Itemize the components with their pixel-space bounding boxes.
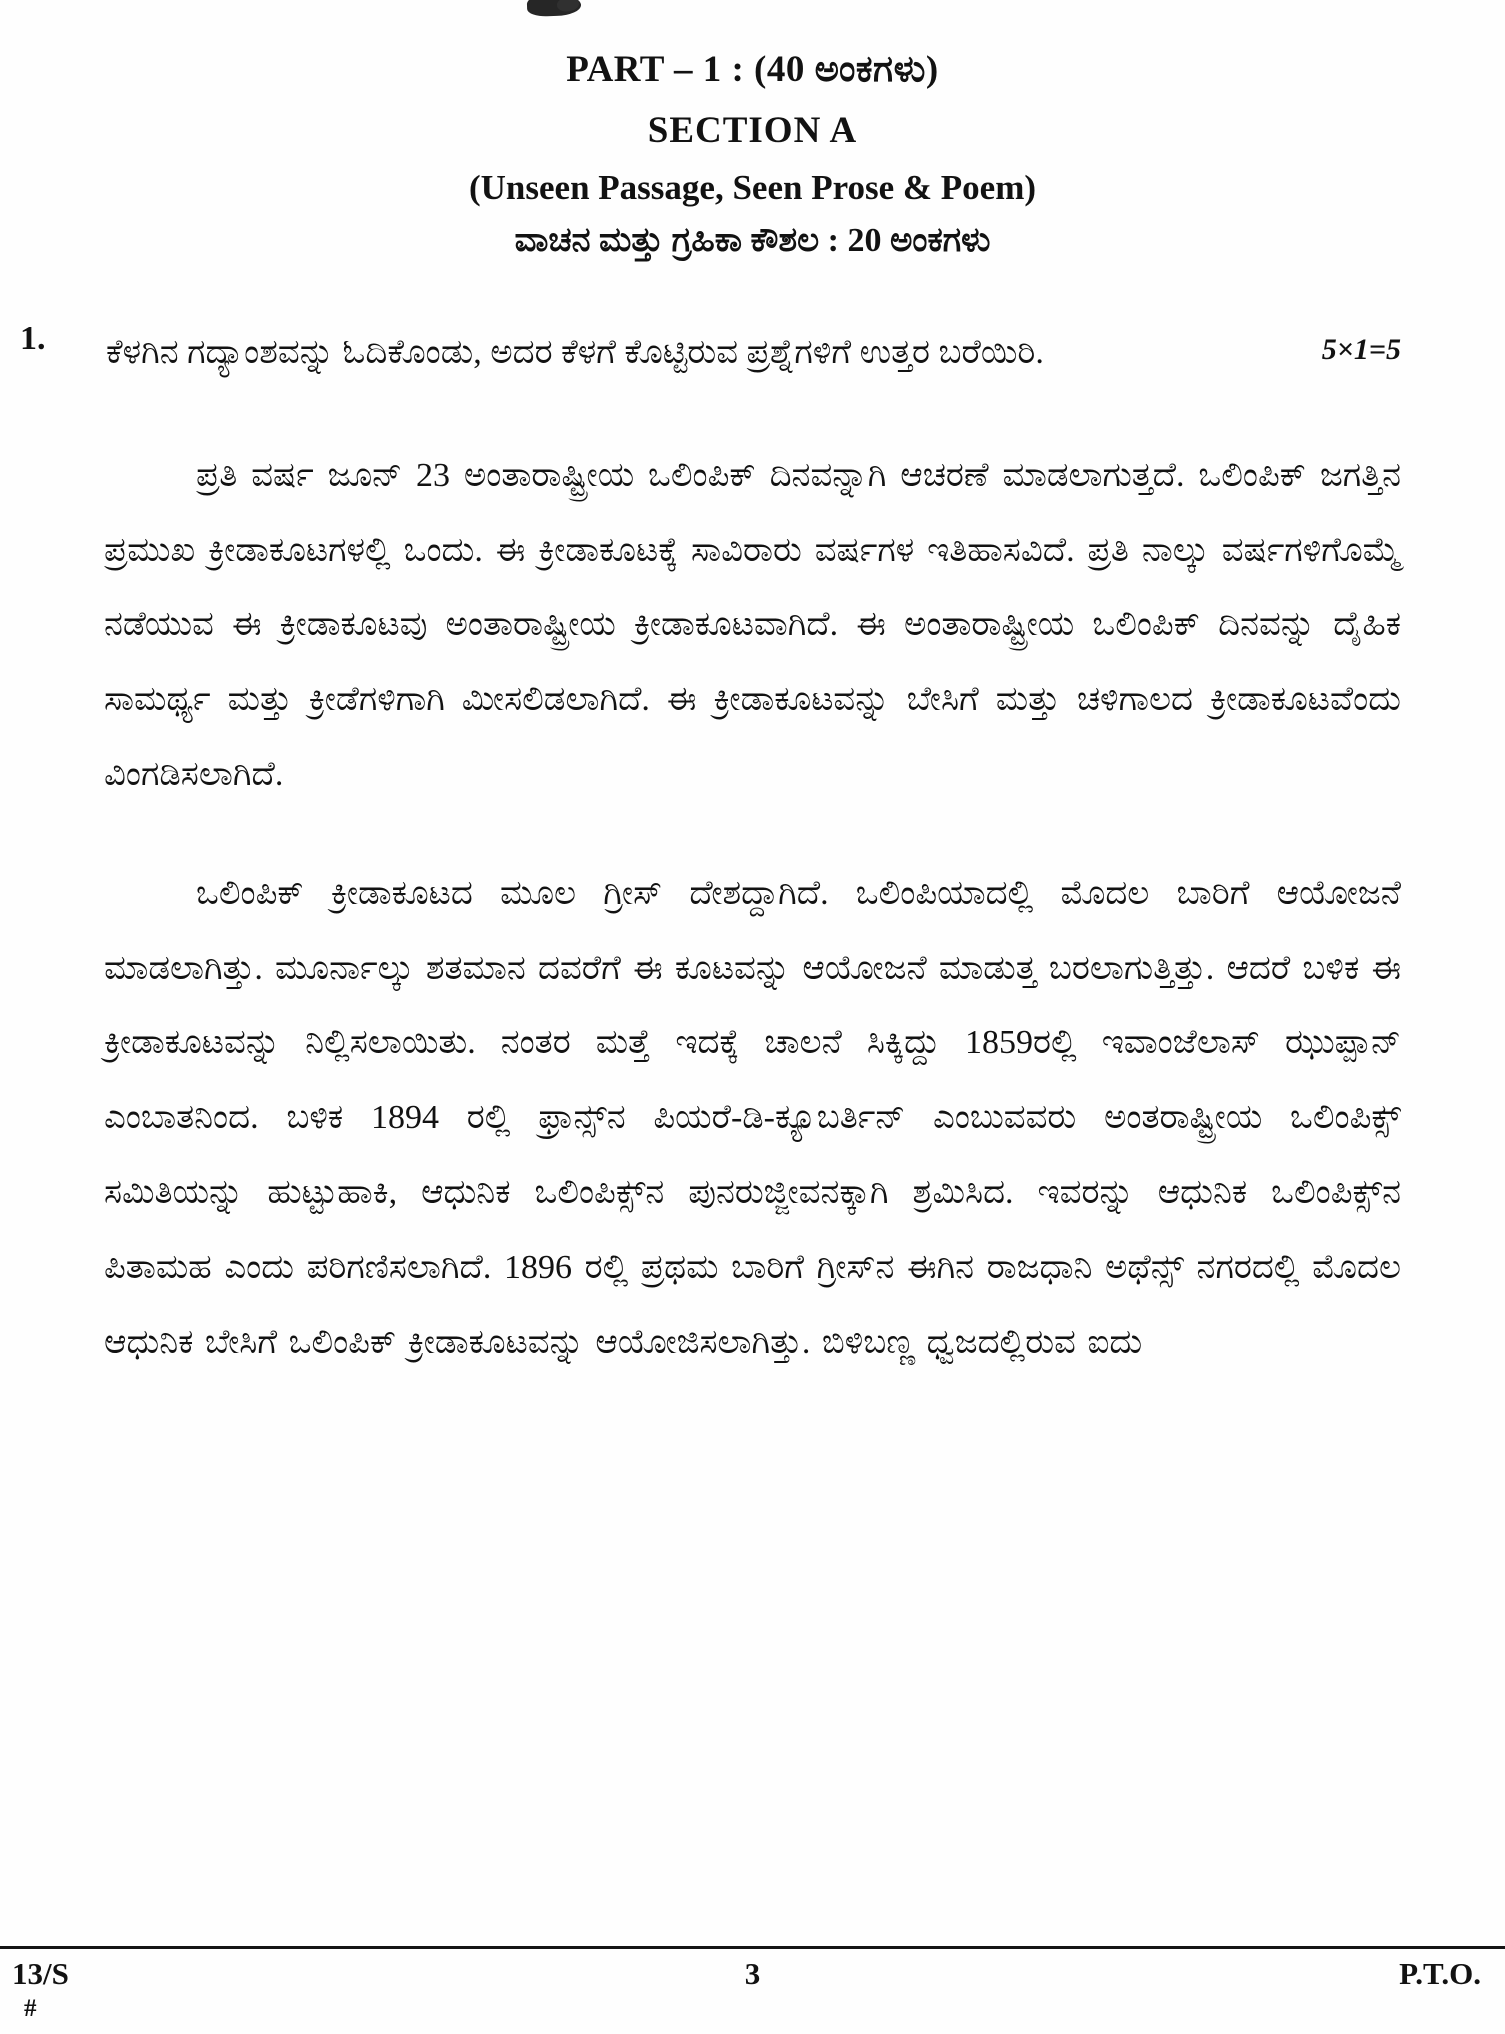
- question-number: 1.: [20, 320, 46, 357]
- page-number: 3: [744, 1956, 761, 1991]
- skill-marks-line: ವಾಚನ ಮತ್ತು ಗ್ರಹಿಕಾ ಕೌಶಲ : 20 ಅಂಕಗಳು: [514, 222, 991, 259]
- question-1: [0, 316, 1505, 391]
- footer-divider: [0, 1946, 1505, 1949]
- page-footer: [0, 1954, 1505, 2034]
- question-instruction: ಕೆಳಗಿನ ಗದ್ಯಾಂಶವನ್ನು ಓದಿಕೊಂಡು, ಅದರ ಕೆಳಗೆ ಕೊಟ್ಟಿರುವ ಪ್ರಶ್ನೆಗಳಿಗೆ ಉತ್ತರ ಬರೆಯಿರಿ.: [106, 334, 1044, 371]
- footer-hash-mark: #: [24, 1995, 37, 2022]
- section-subtitle: (Unseen Passage, Seen Prose & Poem): [468, 168, 1037, 207]
- section-title: SECTION A: [647, 110, 858, 151]
- question-body: [106, 316, 1401, 391]
- pto-label: P.T.O.: [1399, 1956, 1481, 1991]
- passage-paragraph-2: ಒಲಿಂಪಿಕ್ ಕ್ರೀಡಾಕೂಟದ ಮೂಲ ಗ್ರೀಸ್ ದೇಶದ್ದಾಗಿದೆ. ಒಲಿಂಪಿಯಾದಲ್ಲಿ ಮೊದಲ ಬಾರಿಗೆ ಆಯೋಜನೆ ಮಾಡಲಾಗಿತ್ತು. ಮೂರ್ನಾಲ್ಕು ಶತಮಾನ ದವರೆಗೆ ಈ ಕೂಟವನ್ನು ಆಯೋಜನೆ ಮಾಡುತ್ತ ಬರಲಾಗುತ್ತಿತ್ತು. ಆದರೆ ಬಳಿಕ ಈ ಕ್ರೀಡಾಕೂಟವನ್ನು ನಿಲ್ಲಿಸಲಾಯಿತು. ನಂತರ ಮತ್ತೆ ಇದಕ್ಕೆ ಚಾಲನೆ ಸಿಕ್ಕಿದ್ದು 1859ರಲ್ಲಿ ಇವಾಂಜೆಲಾಸ್ ಝುಪ್ಪಾನ್ ಎಂಬಾತನಿಂದ. ಬಳಿಕ 1894 ರಲ್ಲಿ ಫ್ರಾನ್ಸ್‌ನ ಪಿಯರೆ-ಡಿ-ಕ್ಯೂಬರ್ತಿನ್ ಎಂಬುವವರು ಅಂತರಾಷ್ಟ್ರೀಯ ಒಲಿಂಪಿಕ್ಸ್ ಸಮಿತಿಯನ್ನು ಹುಟ್ಟುಹಾಕಿ, ಆಧುನಿಕ ಒಲಿಂಪಿಕ್ಸ್‌ನ ಪುನರುಜ್ಜೀವನಕ್ಕಾಗಿ ಶ್ರಮಿಸಿದ. ಇವರನ್ನು ಆಧುನಿಕ ಒಲಿಂಪಿಕ್ಸ್‌ನ ಪಿತಾಮಹ ಎಂದು ಪರಿಗಣಿಸಲಾಗಿದೆ. 1896 ರಲ್ಲಿ ಪ್ರಥಮ ಬಾರಿಗೆ ಗ್ರೀಸ್‌ನ ಈಗಿನ ರಾಜಧಾನಿ ಅಥೆನ್ಸ್ ನಗರದಲ್ಲಿ ಮೊದಲ ಆಧುನಿಕ ಬೇಸಿಗೆ ಒಲಿಂಪಿಕ್ ಕ್ರೀಡಾಕೂಟವನ್ನು ಆಯೋಜಿಸಲಾಗಿತ್ತು. ಬಿಳಿಬಣ್ಣ ಧ್ವಜದಲ್ಲಿರುವ ಐದು: [104, 874, 1401, 1361]
- page-header: [0, 0, 1505, 260]
- passage-paragraph-1: ಪ್ರತಿ ವರ್ಷ ಜೂನ್ 23 ಅಂತಾರಾಷ್ಟ್ರೀಯ ಒಲಿಂಪಿಕ್ ದಿನವನ್ನಾಗಿ ಆಚರಣೆ ಮಾಡಲಾಗುತ್ತದೆ. ಒಲಿಂಪಿಕ್ ಜಗತ್ತಿನ ಪ್ರಮುಖ ಕ್ರೀಡಾಕೂಟಗಳಲ್ಲಿ ಒಂದು. ಈ ಕ್ರೀಡಾಕೂಟಕ್ಕೆ ಸಾವಿರಾರು ವರ್ಷಗಳ ಇತಿಹಾಸವಿದೆ. ಪ್ರತಿ ನಾಲ್ಕು ವರ್ಷಗಳಿಗೊಮ್ಮೆ ನಡೆಯುವ ಈ ಕ್ರೀಡಾಕೂಟವು ಅಂತಾರಾಷ್ಟ್ರೀಯ ಕ್ರೀಡಾಕೂಟವಾಗಿದೆ. ಈ ಅಂತಾರಾಷ್ಟ್ರೀಯ ಒಲಿಂಪಿಕ್ ದಿನವನ್ನು ದೈಹಿಕ ಸಾಮರ್ಥ್ಯ ಮತ್ತು ಕ್ರೀಡೆಗಳಿಗಾಗಿ ಮೀಸಲಿಡಲಾಗಿದೆ. ಈ ಕ್ರೀಡಾಕೂಟವನ್ನು ಬೇಸಿಗೆ ಮತ್ತು ಚಳಿಗಾಲದ ಕ್ರೀಡಾಕೂಟವೆಂದು ವಿಂಗಡಿಸಲಾಗಿದೆ.: [104, 456, 1401, 793]
- question-marks: 5×1=5: [1308, 317, 1401, 383]
- unseen-passage: [0, 439, 1505, 1381]
- paper-code: 13/S: [12, 1956, 69, 1991]
- part-title: PART – 1 : (40 ಅಂಕಗಳು): [566, 49, 939, 90]
- footer-left-block: [12, 1956, 69, 2021]
